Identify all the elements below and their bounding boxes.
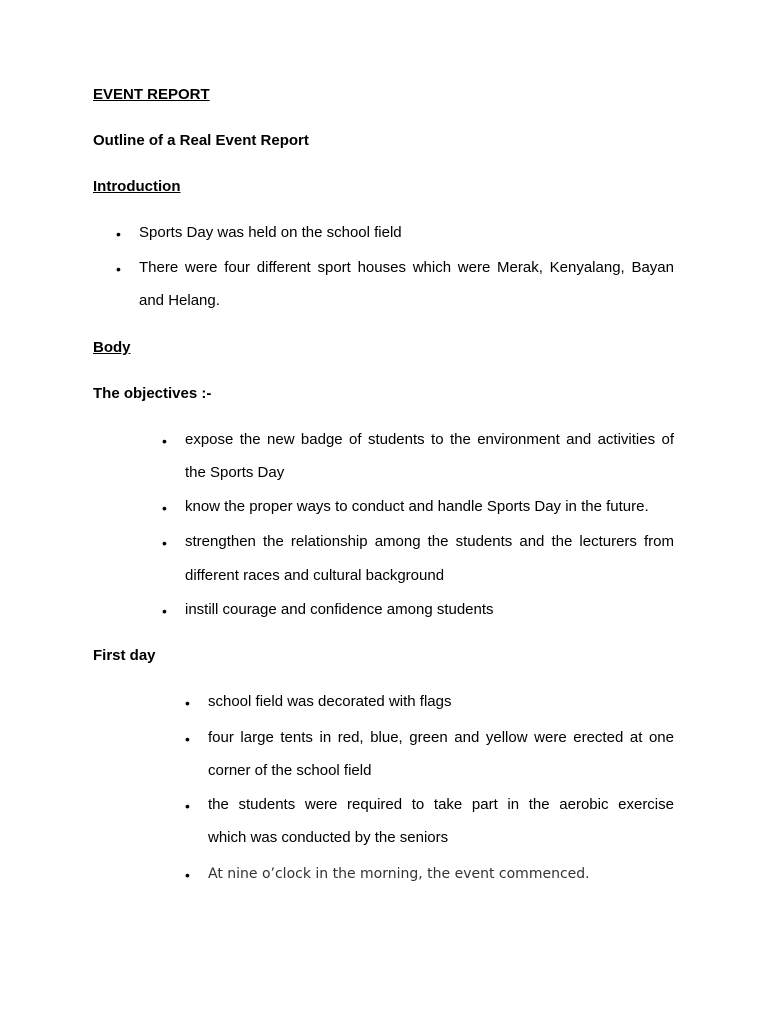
first-day-heading: First day	[93, 647, 156, 664]
bullet-icon: •	[185, 798, 190, 814]
bullet-icon: •	[162, 433, 167, 449]
introduction-heading: Introduction	[93, 178, 181, 195]
introduction-item-continuation: and Helang.	[139, 292, 220, 309]
first-day-item: At nine o’clock in the morning, the event commenced.	[208, 866, 590, 882]
first-day-item-continuation: corner of the school field	[208, 762, 372, 779]
objective-item-continuation: the Sports Day	[185, 464, 285, 481]
document-subtitle: Outline of a Real Event Report	[93, 132, 309, 149]
bullet-icon: •	[185, 867, 190, 883]
first-day-item-continuation: which was conducted by the seniors	[208, 829, 449, 846]
first-day-item: school field was decorated with flags	[208, 693, 452, 710]
bullet-icon: •	[162, 535, 167, 551]
first-day-item: four large tents in red, blue, green and yellow were erected at one	[208, 729, 674, 746]
objective-item: strengthen the relationship among the students and the lecturers from	[185, 533, 674, 550]
objective-item-continuation: different races and cultural background	[185, 567, 445, 584]
bullet-icon: •	[116, 261, 121, 277]
body-heading: Body	[93, 339, 131, 356]
bullet-icon: •	[185, 731, 190, 747]
objectives-heading: The objectives :-	[93, 385, 212, 402]
document-title: EVENT REPORT	[93, 86, 210, 103]
bullet-icon: •	[116, 226, 121, 242]
introduction-item: Sports Day was held on the school field	[139, 224, 402, 241]
objective-item: expose the new badge of students to the environment and activities of	[185, 431, 674, 448]
first-day-item: the students were required to take part in the aerobic exercise	[208, 796, 674, 813]
bullet-icon: •	[162, 500, 167, 516]
bullet-icon: •	[185, 695, 190, 711]
bullet-icon: •	[162, 603, 167, 619]
objective-item: know the proper ways to conduct and handle Sports Day in the future.	[185, 498, 649, 515]
objective-item: instill courage and confidence among students	[185, 601, 494, 618]
introduction-item: There were four different sport houses which were Merak, Kenyalang, Bayan	[139, 259, 674, 276]
